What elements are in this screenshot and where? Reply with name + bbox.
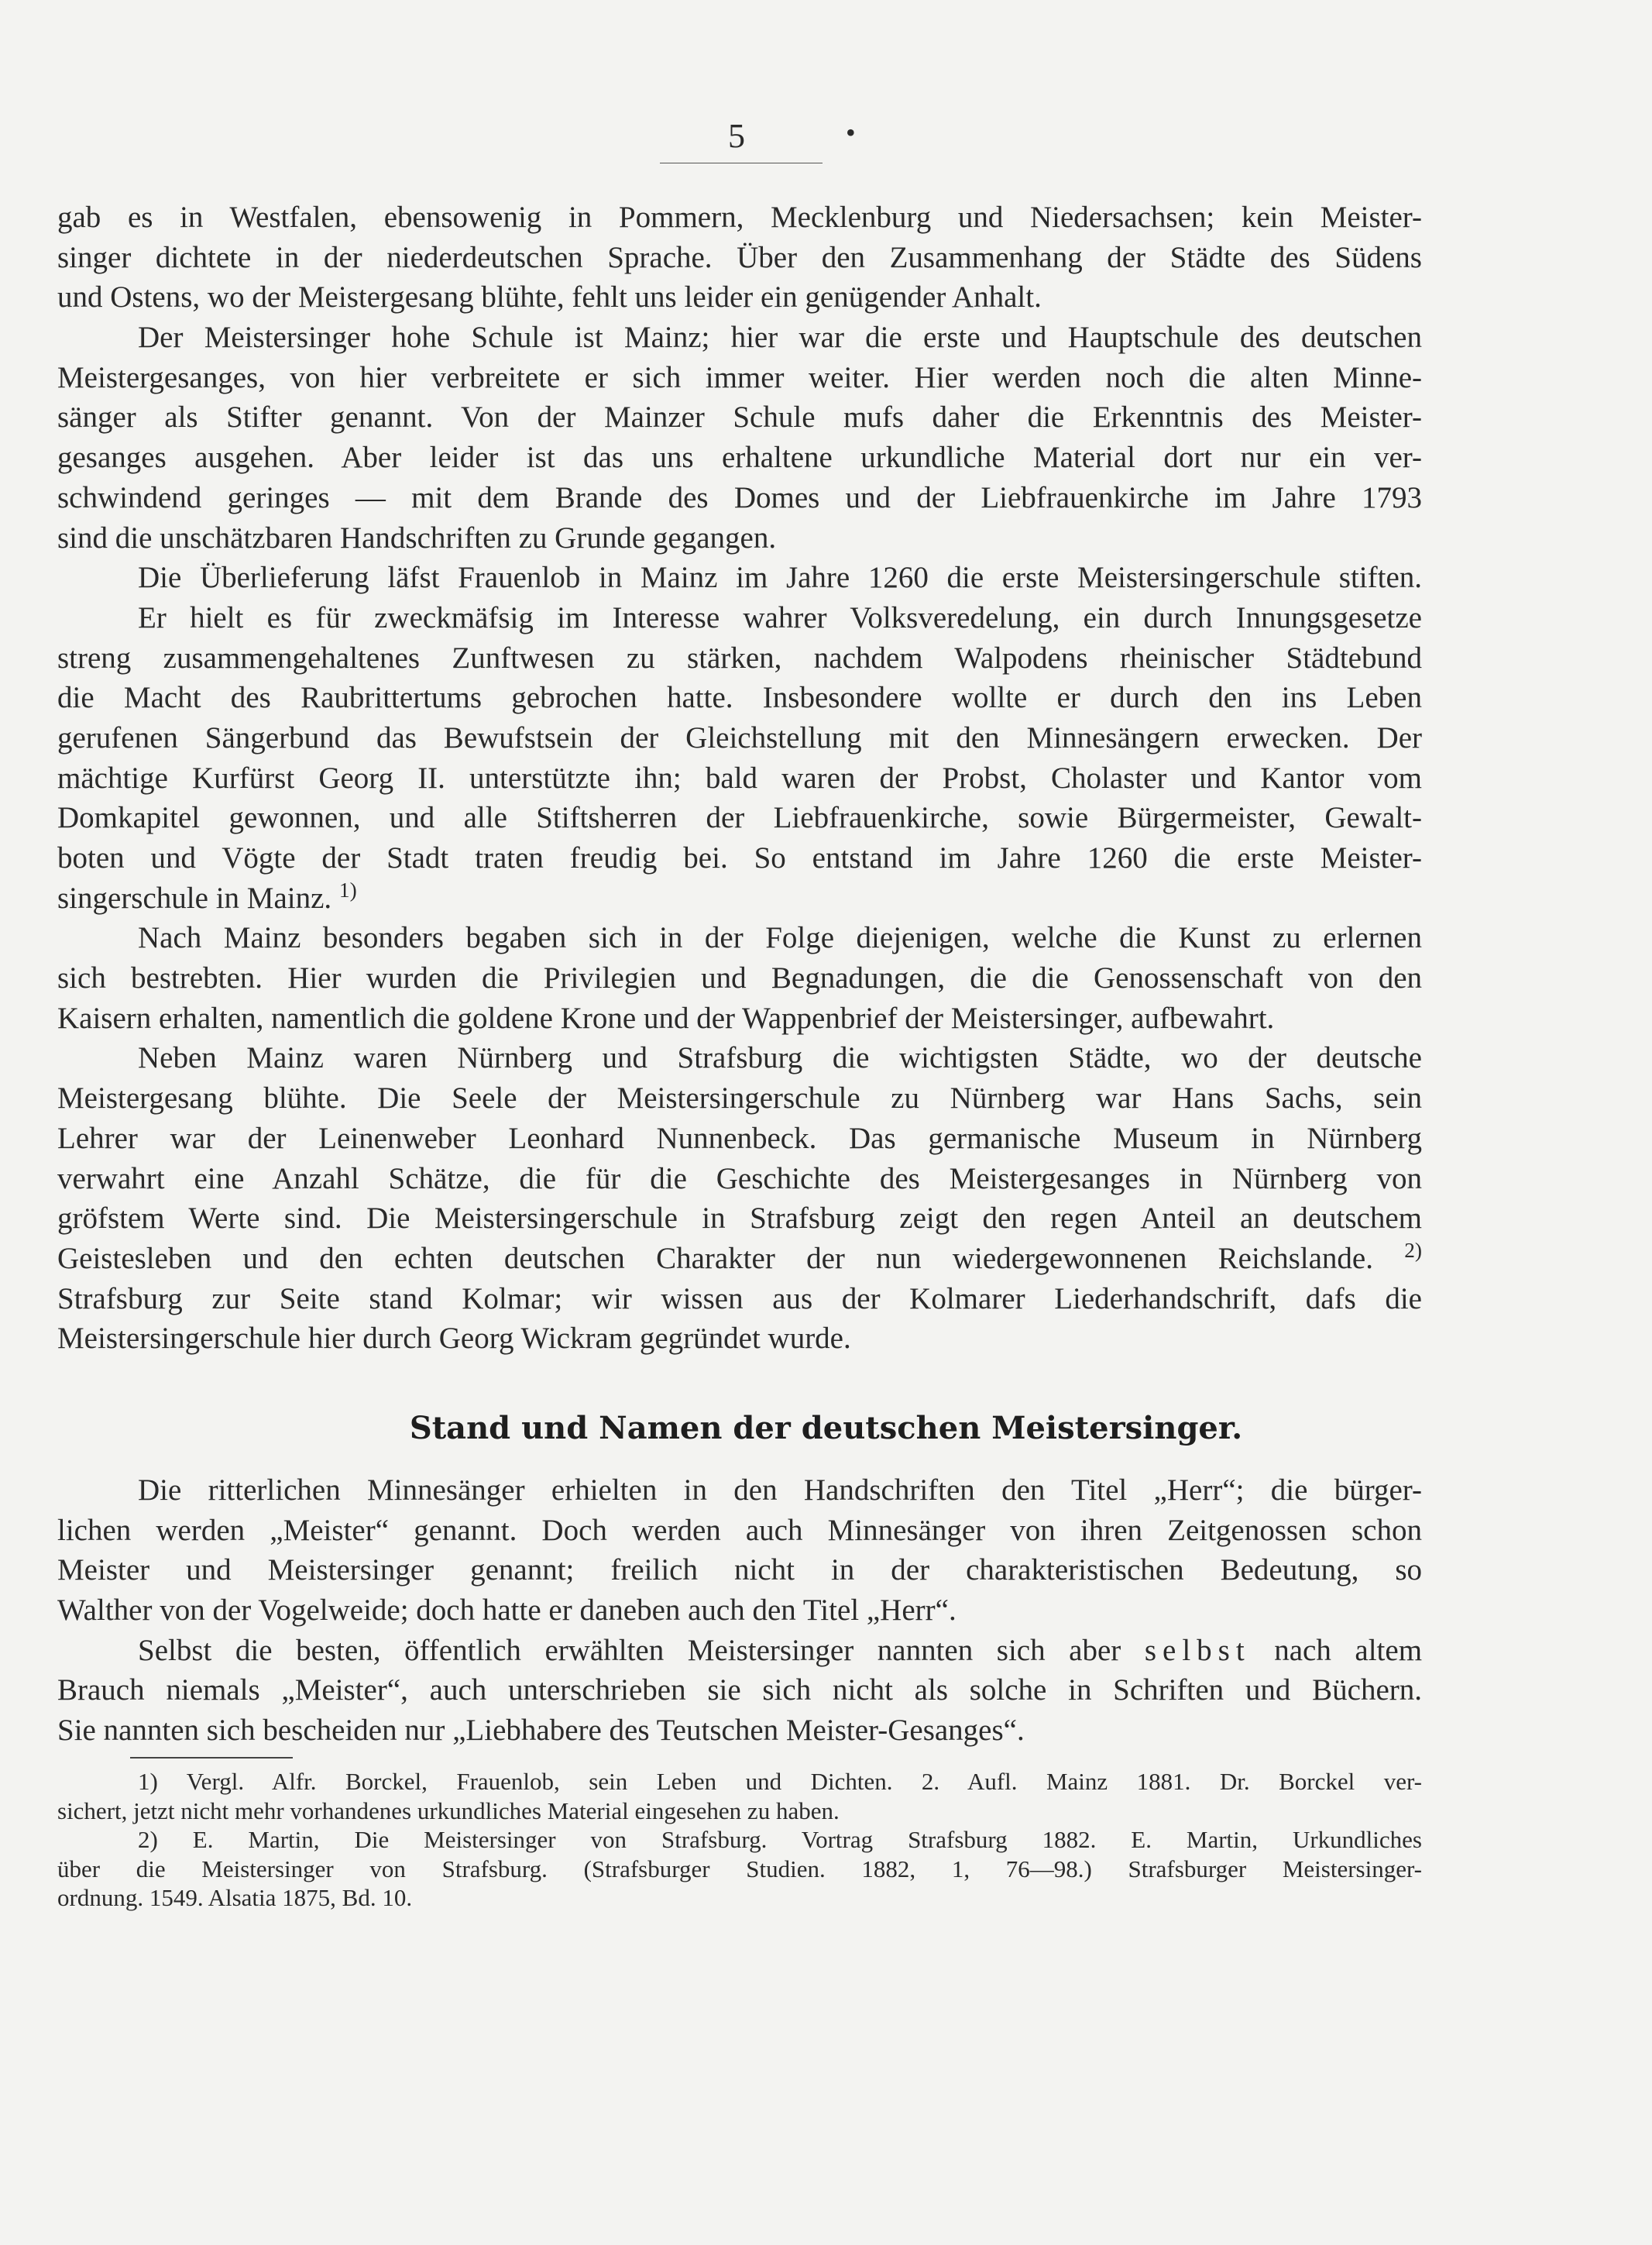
text-line: sind die unschätzbaren Handschriften zu Grunde gegangen.	[57, 521, 777, 555]
footnote-line: 2) E. Martin, Die Meistersinger von Strafsburg. Vortrag Strafsburg 1882. E. Martin, Urkundliches	[138, 1826, 1422, 1853]
text-line: gröfstem Werte sind. Die Meistersingerschule in Strafsburg zeigt den regen Anteil an deutschem	[57, 1202, 1422, 1236]
text-line: mächtige Kurfürst Georg II. unterstützte ihn; bald waren der Probst, Cholaster und Kantor vom	[57, 761, 1422, 795]
text-line: Der Meistersinger hohe Schule ist Mainz; hier war die erste und Hauptschule des deutschen	[138, 321, 1422, 355]
text-line: Meistergesang blühte. Die Seele der Meistersingerschule zu Nürnberg war Hans Sachs, sein	[57, 1081, 1422, 1116]
section-text	[57, 1470, 1422, 1751]
text-line: Domkapitel gewonnen, und alle Stiftsherren der Liebfrauenkirche, sowie Bürgermeister, Gewalt-	[57, 801, 1422, 835]
text-line: gesanges ausgehen. Aber leider ist das uns erhaltene urkundliche Material dort nur ein ver-	[57, 441, 1422, 475]
spaced-emphasis: selbst	[1144, 1633, 1251, 1667]
text-line: sich bestrebten. Hier wurden die Privilegien und Begnadungen, die die Genossenschaft von den	[57, 961, 1422, 995]
text-line: Strafsburg zur Seite stand Kolmar; wir wissen aus der Kolmarer Liederhandschrift, dafs die	[57, 1281, 1422, 1315]
text-line: Nach Mainz besonders begaben sich in der Folge diejenigen, welche die Kunst zu erlernen	[138, 921, 1422, 955]
text-line: und Ostens, wo der Meistergesang blühte, fehlt uns leider ein genügender Anhalt.	[57, 280, 1042, 315]
text-line: gab es in Westfalen, ebensowenig in Pommern, Mecklenburg und Niedersachsen; kein Meister-	[57, 201, 1422, 234]
footnote-ref-1: 1)	[338, 878, 357, 902]
text-line: die Macht des Raubrittertums gebrochen hatte. Insbesondere wollte er durch den ins Leben	[57, 681, 1422, 715]
text-line: Neben Mainz waren Nürnberg und Strafsburg die wichtigsten Städte, wo der deutsche	[138, 1041, 1422, 1075]
text-line: lichen werden „Meister“ genannt. Doch werden auch Minnesänger von ihren Zeitgenossen schon	[57, 1513, 1422, 1547]
text-line: Die ritterlichen Minnesänger erhielten in den Handschriften den Titel „Herr“; die bürger-	[138, 1473, 1422, 1507]
text-line: schwindend geringes — mit dem Brande des Domes und der Liebfrauenkirche im Jahre 1793	[57, 480, 1422, 514]
text-line: Sie nannten sich bescheiden nur „Liebhabere des Teutschen Meister-Gesanges“.	[57, 1714, 1025, 1748]
text-line	[57, 878, 1422, 919]
text-line: verwahrt eine Anzahl Schätze, die für die Geschichte des Meistergesanges in Nürnberg von	[57, 1161, 1422, 1195]
text-segment: singerschule in Mainz.	[57, 881, 332, 915]
text-line	[57, 1631, 1422, 1671]
text-line: singer dichtete in der niederdeutschen Sprache. Über den Zusammenhang der Städte des Südens	[57, 240, 1422, 274]
text-line: Walther von der Vogelweide; doch hatte er daneben auch den Titel „Herr“.	[57, 1594, 957, 1628]
text-line: Kaisern erhalten, namentlich die goldene Krone und der Wappenbrief der Meistersinger, aufbewahrt.	[57, 1001, 1275, 1035]
footnote-rule	[130, 1757, 293, 1759]
text-line: Er hielt es für zweckmäfsig im Interesse wahrer Volksveredelung, ein durch Innungsgesetze	[138, 600, 1422, 634]
footnote-line: sichert, jetzt nicht mehr vorhandenes urkundliches Material eingesehen zu haben.	[57, 1796, 840, 1824]
footnotes	[57, 1767, 1422, 1913]
text-segment: Geistesleben und den echten deutschen Charakter der nun wiedergewonnenen Reichslande.	[57, 1241, 1373, 1275]
text-line: Meistergesanges, von hier verbreitete er sich immer weiter. Hier werden noch die alten Minne-	[57, 360, 1422, 394]
footnote-line: ordnung. 1549. Alsatia 1875, Bd. 10.	[57, 1884, 413, 1911]
text-segment: nach altem	[1274, 1633, 1423, 1667]
text-line: streng zusammengehaltenes Zunftwesen zu stärken, nachdem Walpodens rheinischer Städtebund	[57, 641, 1422, 675]
text-line: gerufenen Sängerbund das Bewufstsein der Gleichstellung mit den Minnesängern erwecken. Der	[57, 720, 1422, 755]
page-dot: •	[846, 117, 856, 148]
text-line: Lehrer war der Leinenweber Leonhard Nunnenbeck. Das germanische Museum in Nürnberg	[57, 1121, 1422, 1155]
page-number: 5	[728, 117, 746, 155]
text-line: Meistersingerschule hier durch Georg Wickram gegründet wurde.	[57, 1322, 851, 1356]
main-text	[57, 198, 1422, 1359]
footnote-ref-2: 2)	[1404, 1238, 1423, 1262]
text-line: Brauch niemals „Meister“, auch unterschrieben sie sich nicht als solche in Schriften und Büchern.	[57, 1673, 1422, 1707]
text-line	[57, 1239, 1422, 1279]
text-line: boten und Vögte der Stadt traten freudig bei. So entstand im Jahre 1260 die erste Meister-	[57, 841, 1422, 875]
text-segment: Selbst die besten, öffentlich erwählten Meistersinger nannten sich aber	[138, 1633, 1121, 1667]
section-heading: Stand und Namen der deutschen Meistersinger.	[409, 1410, 1243, 1446]
text-line: sänger als Stifter genannt. Von der Mainzer Schule mufs daher die Erkenntnis des Meister-	[57, 401, 1422, 435]
text-line: Meister und Meistersinger genannt; freilich nicht in der charakteristischen Bedeutung, so	[57, 1553, 1422, 1587]
footnote-line: über die Meistersinger von Strafsburg. (Strafsburger Studien. 1882, 1, 76—98.) Strafsburger Meistersinger-	[57, 1855, 1422, 1882]
footnote-line: 1) Vergl. Alfr. Borckel, Frauenlob, sein Leben und Dichten. 2. Aufl. Mainz 1881. Dr. Borckel ver-	[138, 1768, 1422, 1795]
text-line: Die Überlieferung läfst Frauenlob in Mainz im Jahre 1260 die erste Meistersingerschule stiften.	[138, 561, 1422, 595]
